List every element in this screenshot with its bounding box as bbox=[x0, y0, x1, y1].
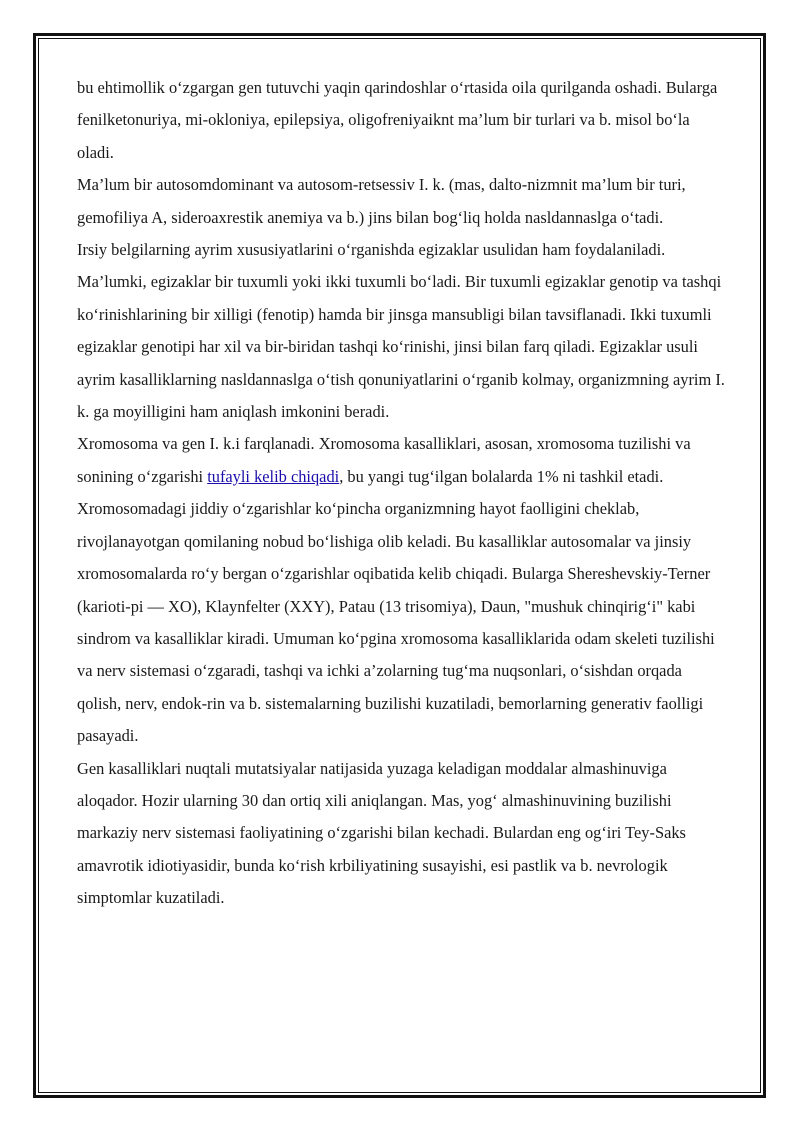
paragraph-4-text-after: , bu yangi tug‘ilgan bolalarda 1% ni tashkil etadi. Xromosomadagi jiddiy o‘zgarishlar ko‘pincha organizmning hayot faolligini cheklab, rivojlanayotgan qomilaning nobud bo‘lishiga olib keladi. Bu kasalliklar autosomalar va jinsiy xromosomalarda ro‘y bergan o‘zgarishlar oqibatida kelib chiqadi. Bularga Shereshevskiy-Terner (karioti-pi — XO), Klaynfelter (XXY), Patau (13 trisomiya), Daun, "mushuk chinqirig‘i" kabi sindrom va kasalliklar kiradi. Umuman ko‘pgina xromosoma kasalliklarida odam skeleti tuzilishi va nerv sistemasi o‘zgaradi, tashqi va ichki a’zolarning tug‘ma nuqsonlari, o‘sishdan orqada qolish, nerv, endok-rin va b. sistemalarning buzilishi kuzatiladi, bemorlarning generativ faolligi pasayadi. bbox=[77, 466, 715, 746]
paragraph-3: Irsiy belgilarning ayrim xususiyatlarini o‘rganishda egizaklar usulidan ham foydalaniladi. Ma’lumki, egizaklar bir tuxumli yoki ikki tuxumli bo‘ladi. Bir tuxumli egizaklar genotip va tashqi ko‘rinishlarining bir xilligi (fenotip) hamda bir jinsga mansubligi bilan tavsiflanadi. Ikki tuxumli egizaklar genotipi har xil va bir-biridan tashqi ko‘rinishi, jinsi bilan farq qiladi. Egizaklar usuli ayrim kasalliklarning nasldannaslga o‘tish qonuniyatlarini o‘rganib kolmay, organizmning ayrim I. k. ga moyilligini ham aniqlash imkonini beradi. bbox=[77, 240, 725, 422]
paragraph-2: Ma’lum bir autosomdominant va autosom-retsessiv I. k. (mas, dalto-nizmnit ma’lum bir turi, gemofiliya A, sideroaxrestik anemiya va b.) jins bilan bog‘liq holda nasldannaslga o‘tadi. bbox=[77, 175, 686, 227]
paragraph-4-text-before: Xromosoma va gen I. k.i farqlanadi. Xromosoma kasalliklari, asosan, xromosoma tuzilishi va sonining o‘zgarishi bbox=[77, 434, 691, 486]
paragraph-1: bu ehtimollik o‘zgargan gen tutuvchi yaqin qarindoshlar o‘rtasida oila qurilganda oshadi. Bularga fenilketonuriya, mi-okloniya, epilepsiya, oligofreniyaiknt ma’lum bir turlari va b. misol bo‘la oladi. bbox=[77, 78, 718, 162]
paragraph-4 bbox=[77, 428, 727, 752]
document-body bbox=[77, 72, 727, 915]
paragraph-5: Gen kasalliklari nuqtali mutatsiyalar natijasida yuzaga keladigan moddalar almashinuviga aloqador. Hozir ularning 30 dan ortiq xili aniqlangan. Mas, yog‘ almashinuvining buzilishi markaziy nerv sistemasi faoliyatining o‘zgarishi bilan kechadi. Bulardan eng og‘iri Tey-Saks amavrotik idiotiyasidir, bunda ko‘rish krbiliyatining susayishi, esi pastlik va b. nevrologik simptomlar kuzatiladi. bbox=[77, 758, 686, 908]
inline-link[interactable]: tufayli kelib chiqadi bbox=[207, 466, 340, 486]
